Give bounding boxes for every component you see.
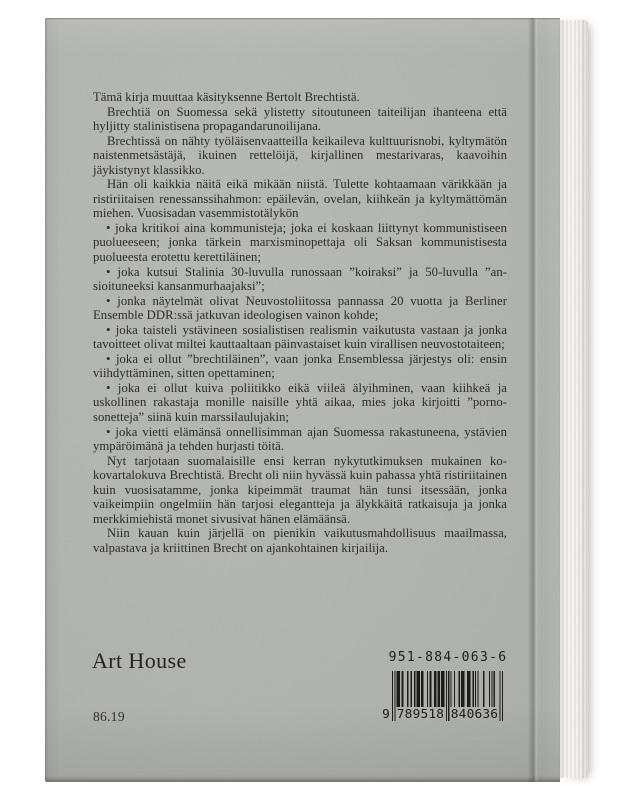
barcode-digit-first: 9 [382, 707, 390, 722]
barcode-digits-right: 840636 [450, 707, 499, 722]
isbn-number: 951-884-063-6 [388, 650, 508, 665]
book [45, 18, 590, 782]
blurb-paragraph: Niin kauan kuin järjellä on pienikin vaikutusmahdollisuus maailmassa, valpastava ja kriittinen Brecht on ajankohtainen kirjailija. [93, 526, 507, 555]
blurb-paragraph: • joka kritikoi aina kommunisteja; joka ei koskaan liittynyt kommunistiseen puolueeseen; jonka tärkein marxisminopettaja oli Saksan kommunistisesta puolueesta erotettu kerettiläinen; [93, 220, 507, 265]
publisher-name: Art House [92, 648, 187, 673]
blurb-paragraph: Hän oli kaikkia näitä eikä mikään niistä. Tulette kohtaamaan värikkään ja ristiriitaisen renessanssihahmon: epäilevän, ovelan, kiihkeän ja kyltymättömän miehen. Vuosisadan vasemmistotälykön [93, 177, 507, 221]
blurb-paragraph: • joka kutsui Stalinia 30-luvulla runossaan ”koiraksi” ja 50-luvulla ”ansioituneeksi kansanmurhaajaksi”; [93, 264, 507, 294]
blurb-text-block [93, 90, 507, 556]
page-edges [560, 20, 588, 778]
blurb-paragraph: Brechtiä on Suomessa sekä ylistetty sitoutuneen taiteilijan ihanteena että hyljitty stalinistisena propagandarunoilijana. [93, 104, 507, 134]
blurb-paragraph: • joka vietti elämänsä onnellisimman ajan Suomessa rakastuneena, ystävien ympäröimänä ja tehden hurjasti töitä. [93, 424, 507, 454]
blurb-paragraph: Tämä kirja muuttaa käsityksenne Bertolt Brechtistä. [93, 90, 360, 104]
cover-hinge-groove [528, 18, 538, 782]
blurb-paragraph: • jonka näytelmät olivat Neuvostoliitossa pannassa 20 vuotta ja Berliner Ensemble DDR:ssä jatkuvan ideologisen vainon kohde; [93, 293, 507, 323]
library-classification-number: 86.19 [93, 709, 125, 724]
blurb-paragraph: • joka taisteli ystävineen sosialistisen realismin vaikutusta vastaan ja jonka tavoitteet olivat miltei kauttaaltaan päinvastaiset kuin virallisen neuvostotaiteen; [93, 322, 507, 352]
blurb-paragraph: • joka ei ollut kuiva poliitikko eikä viileä älyihminen, vaan kiihkeä ja uskollinen rakastaja monille naisille yhtä aikaa, mies joka kirjoitti ”pornosonetteja” siinä kuin marssilaulujakin; [93, 380, 507, 425]
barcode-digits-left: 789518 [396, 707, 445, 722]
ean13-barcode [382, 671, 503, 725]
back-cover-board [45, 18, 560, 782]
blurb-paragraph: Nyt tarjotaan suomalaisille ensi kerran nykytutkimuksen mukainen kokovartalokuva Brechtistä. Brecht oli niin hyvässä kuin pahassa yhtä ristiriitainen kuin vuosisatamme, jonka kipeimmät traumat hän tunsi itsessään, jonka vaikeimpiin ongelmiin hän tarjosi elegantteja ja älykkäitä ratkaisuja ja jonka merkkimiehistä monet sivusivat hänen elämäänsä. [93, 453, 507, 526]
blurb-paragraph: • joka ei ollut ”brechtiläinen”, vaan jonka Ensemblessa järjestys oli: ensin viihdyttäminen, sitten opettaminen; [93, 351, 507, 381]
blurb-paragraph: Brechtissä on nähty työläisenvaatteilla keikaileva kulttuurisnobi, kyltymätön naistenmetsästäjä, ikuinen rettelöijä, kirjallinen mestarivaras, kaavoihin jäykistynyt klassikko. [93, 133, 507, 177]
